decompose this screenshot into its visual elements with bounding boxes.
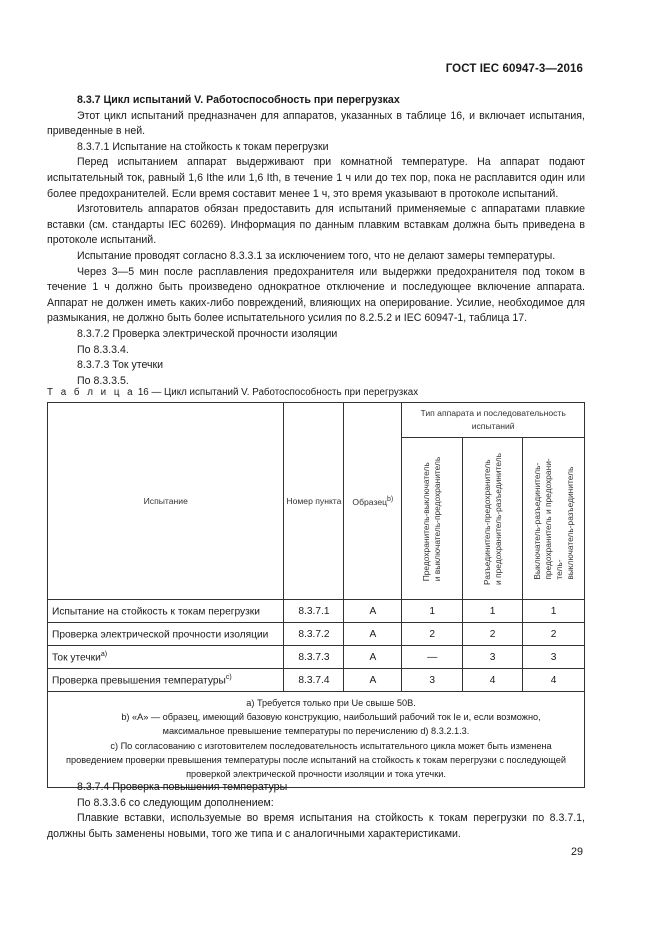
cell-sample: A — [344, 669, 402, 692]
table-row — [48, 623, 585, 646]
subsection-heading: 8.3.7.1 Испытание на стойкость к токам перегрузки — [77, 140, 329, 153]
table-note: c) По согласованию с изготовителем последовательность испытательного цикла может быть изменена проведением проверки превышения температуры после испытаний на стойкость к токам перегрузки с последующей проверкой электрической прочности изоляции и тока утечки. — [66, 740, 566, 780]
header-type-3-text: Выключатель-разъединитель- предохранитель и предохрани- тель- выключатель-разъединитель — [531, 457, 575, 580]
cell-test — [48, 623, 284, 646]
cell-test — [48, 646, 284, 669]
cell-seq-2: 1 — [463, 600, 523, 623]
paragraph: По 8.3.3.6 со следующим дополнением: — [77, 796, 274, 809]
table-caption — [47, 387, 418, 398]
header-device-type: Тип аппарата и последовательность испытаний — [402, 403, 585, 438]
table-row — [48, 646, 585, 669]
cell-sample: A — [344, 600, 402, 623]
cell-seq-2: 3 — [463, 646, 523, 669]
table-notes-row — [48, 692, 585, 788]
cell-test-text: Проверка превышения температуры — [52, 675, 226, 687]
header-type-2 — [463, 438, 523, 600]
cell-test-footnote-mark: c) — [225, 673, 232, 681]
cell-seq-1: — — [402, 646, 463, 669]
cell-test — [48, 669, 284, 692]
cell-test — [48, 600, 284, 623]
cell-clause: 8.3.7.2 — [284, 623, 344, 646]
cell-clause: 8.3.7.3 — [284, 646, 344, 669]
table-note: b) «А» — образец, имеющий базовую конструкцию, наибольший рабочий ток Ie и, если возможно, максимальное превышение температуры по перечислению d) 8.3.2.1.3. — [121, 712, 541, 737]
table-row — [48, 600, 585, 623]
header-type-2-text: Разъединитель-предохранитель и предохранитель-разъединитель — [481, 452, 503, 585]
section-heading: 8.3.7 Цикл испытаний V. Работоспособность при перегрузках — [77, 94, 400, 106]
cell-test-text: Ток утечки — [52, 652, 101, 664]
paragraph: По 8.3.3.4. — [77, 343, 129, 356]
table-notes — [48, 692, 585, 788]
cell-seq-3: 4 — [523, 669, 585, 692]
table-note: a) Требуется только при Ue свыше 50В. — [246, 698, 416, 708]
subsection-heading: 8.3.7.2 Проверка электрической прочности изоляции — [77, 327, 338, 340]
header-sample-label: Образец — [352, 496, 388, 507]
cell-test-text: Испытание на стойкость к токам перегрузки — [52, 606, 260, 618]
paragraph: Испытание проводят согласно 8.3.3.1 за исключением того, что не делают замеры температуры. — [77, 249, 556, 262]
header-test: Испытание — [48, 403, 284, 600]
cell-seq-3: 3 — [523, 646, 585, 669]
paragraph: Перед испытанием аппарат выдерживают при комнатной температуре. На аппарат подают испытательный ток, равный 1,6 Ithe или 1,6 Ith, в течение 1 ч или до тех пор, пока не расплавится один или более предохранителей. Если время составит менее 1 ч, это время указывают в протоколе испытаний. — [47, 156, 585, 200]
paragraph: Этот цикл испытаний предназначен для аппаратов, указанных в таблице 16, и включает испытания, приведенные в ней. — [47, 109, 585, 138]
subsection-heading: 8.3.7.4 Проверка повышения температуры — [77, 781, 288, 793]
table-row — [48, 669, 585, 692]
cell-seq-3: 1 — [523, 600, 585, 623]
cell-clause: 8.3.7.4 — [284, 669, 344, 692]
paragraph: Через 3—5 мин после расплавления предохранителя или выдержки предохранителя под током в течение 1 ч должно быть произведено однократное отключение и последующее включение аппарата. Аппарат не должен иметь каких-либо повреждений, влияющих на оперирование. Усилие, необходимое для размыкания, не должно быть более испытательного усилия по 8.2.5.2 и IEC 60947-1, таблица 17. — [47, 265, 585, 325]
paragraph: Плавкие вставки, используемые во время испытания на стойкость к токам перегрузки по 8.3.7.1, должны быть заменены новыми, того же типа и с аналогичными характеристиками. — [47, 812, 585, 840]
header-clause: Номер пункта — [284, 403, 344, 600]
header-type-1-text: Предохранитель-выключатель и выключатель-предохранитель — [421, 456, 443, 581]
subsection-heading: 8.3.7.3 Ток утечки — [77, 359, 164, 372]
header-sample — [344, 403, 402, 600]
paragraph: Изготовитель аппаратов обязан предоставить для испытаний применяемые с аппаратами плавкие вставки (см. стандарты IEC 60269). Информация по данным плавким вставкам должна быть приведена в протоколе испытаний. — [47, 203, 585, 247]
cell-sample: A — [344, 623, 402, 646]
header-type-1 — [402, 438, 463, 600]
cell-test-text: Проверка электрической прочности изоляции — [52, 629, 269, 641]
table-caption-prefix: Т а б л и ц а — [47, 387, 136, 398]
cell-seq-2: 2 — [463, 623, 523, 646]
test-sequence-table — [47, 402, 585, 788]
page-number: 29 — [570, 846, 583, 858]
cell-clause: 8.3.7.1 — [284, 600, 344, 623]
paragraph: По 8.3.3.5. — [77, 374, 129, 387]
cell-seq-3: 2 — [523, 623, 585, 646]
top-text-block — [47, 93, 585, 389]
table-caption-text: 16 — Цикл испытаний V. Работоспособность при перегрузках — [137, 387, 419, 398]
bottom-text-block — [47, 780, 585, 842]
header-sample-footnote-mark: b) — [387, 495, 394, 503]
cell-seq-1: 1 — [402, 600, 463, 623]
cell-sample: A — [344, 646, 402, 669]
document-id: ГОСТ IEC 60947-3—2016 — [445, 63, 583, 75]
cell-test-footnote-mark: a) — [100, 650, 108, 658]
cell-seq-1: 3 — [402, 669, 463, 692]
cell-seq-2: 4 — [463, 669, 523, 692]
header-type-3 — [523, 438, 585, 600]
cell-seq-1: 2 — [402, 623, 463, 646]
